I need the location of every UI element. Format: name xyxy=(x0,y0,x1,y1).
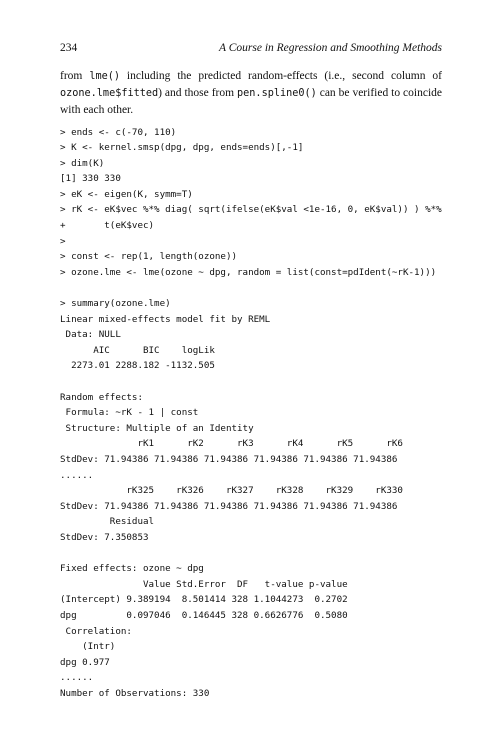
code-line: Structure: Multiple of an Identity xyxy=(60,422,254,434)
code-line: Value Std.Error DF t-value p-value xyxy=(60,578,348,590)
code-line: > ends <- c(-70, 110) xyxy=(60,126,177,138)
r-code-listing xyxy=(60,125,480,702)
code-line: AIC BIC logLik xyxy=(60,344,215,356)
code-line: > summary(ozone.lme) xyxy=(60,298,171,310)
inline-code-pen-spline: pen.spline0() xyxy=(237,88,317,99)
intro-text: can be verified to coincide with each other. xyxy=(60,87,442,116)
code-line: ...... xyxy=(60,469,94,481)
intro-text: from xyxy=(60,70,90,82)
code-line: > rK <- eK$vec %*% diag( sqrt(ifelse(eK$val <1e-16, 0, eK$val)) ) %*% xyxy=(60,204,442,216)
code-line: Residual xyxy=(60,516,155,528)
intro-text: ) and those from xyxy=(158,87,238,99)
page-header xyxy=(60,42,442,58)
code-line: StdDev: 7.350853 xyxy=(60,531,149,543)
code-line: StdDev: 71.94386 71.94386 71.94386 71.94386 71.94386 71.94386 xyxy=(60,500,398,512)
code-line: > eK <- eigen(K, symm=T) xyxy=(60,188,193,200)
code-line: rK1 rK2 rK3 rK4 rK5 rK6 xyxy=(60,438,403,450)
code-line: > const <- rep(1, length(ozone)) xyxy=(60,251,238,263)
code-line: Fixed effects: ozone ~ dpg xyxy=(60,563,204,575)
intro-paragraph xyxy=(60,68,442,118)
code-line: > K <- kernel.smsp(dpg, dpg, ends=ends)[,-1] xyxy=(60,142,304,154)
code-line: rK325 rK326 rK327 rK328 rK329 rK330 xyxy=(60,485,403,497)
code-line xyxy=(60,374,480,390)
code-line: (Intr) xyxy=(60,641,116,653)
code-line: ...... xyxy=(60,672,94,684)
code-line: dpg 0.097046 0.146445 328 0.6626776 0.5080 xyxy=(60,609,348,621)
inline-code-lme: lme() xyxy=(89,71,120,82)
code-line xyxy=(60,546,480,562)
code-line: Random effects: xyxy=(60,391,143,403)
code-line: > xyxy=(60,235,66,247)
inline-code-fitted: ozone.lme$fitted xyxy=(60,88,159,99)
code-line: 2273.01 2288.182 -1132.505 xyxy=(60,360,215,372)
code-line: (Intercept) 9.389194 8.501414 328 1.1044273 0.2702 xyxy=(60,594,348,606)
code-line: StdDev: 71.94386 71.94386 71.94386 71.94386 71.94386 71.94386 xyxy=(60,453,398,465)
code-line: Correlation: xyxy=(60,625,132,637)
code-line: dpg 0.977 xyxy=(60,656,110,668)
code-line: Linear mixed-effects model fit by REML xyxy=(60,313,271,325)
code-line: Formula: ~rK - 1 | const xyxy=(60,407,199,419)
code-line: > dim(K) xyxy=(60,157,105,169)
code-line: [1] 330 330 xyxy=(60,173,121,185)
code-line xyxy=(60,280,480,296)
code-line: Data: NULL xyxy=(60,329,121,341)
running-title: A Course in Regression and Smoothing Methods xyxy=(219,42,442,54)
page-number: 234 xyxy=(60,42,78,54)
code-line: > ozone.lme <- lme(ozone ~ dpg, random = list(const=pdIdent(~rK-1))) xyxy=(60,266,437,278)
code-line: Number of Observations: 330 xyxy=(60,687,210,699)
code-line: + t(eK$vec) xyxy=(60,220,155,232)
intro-text: including the predicted random-effects (i.e., second column of xyxy=(119,70,442,82)
